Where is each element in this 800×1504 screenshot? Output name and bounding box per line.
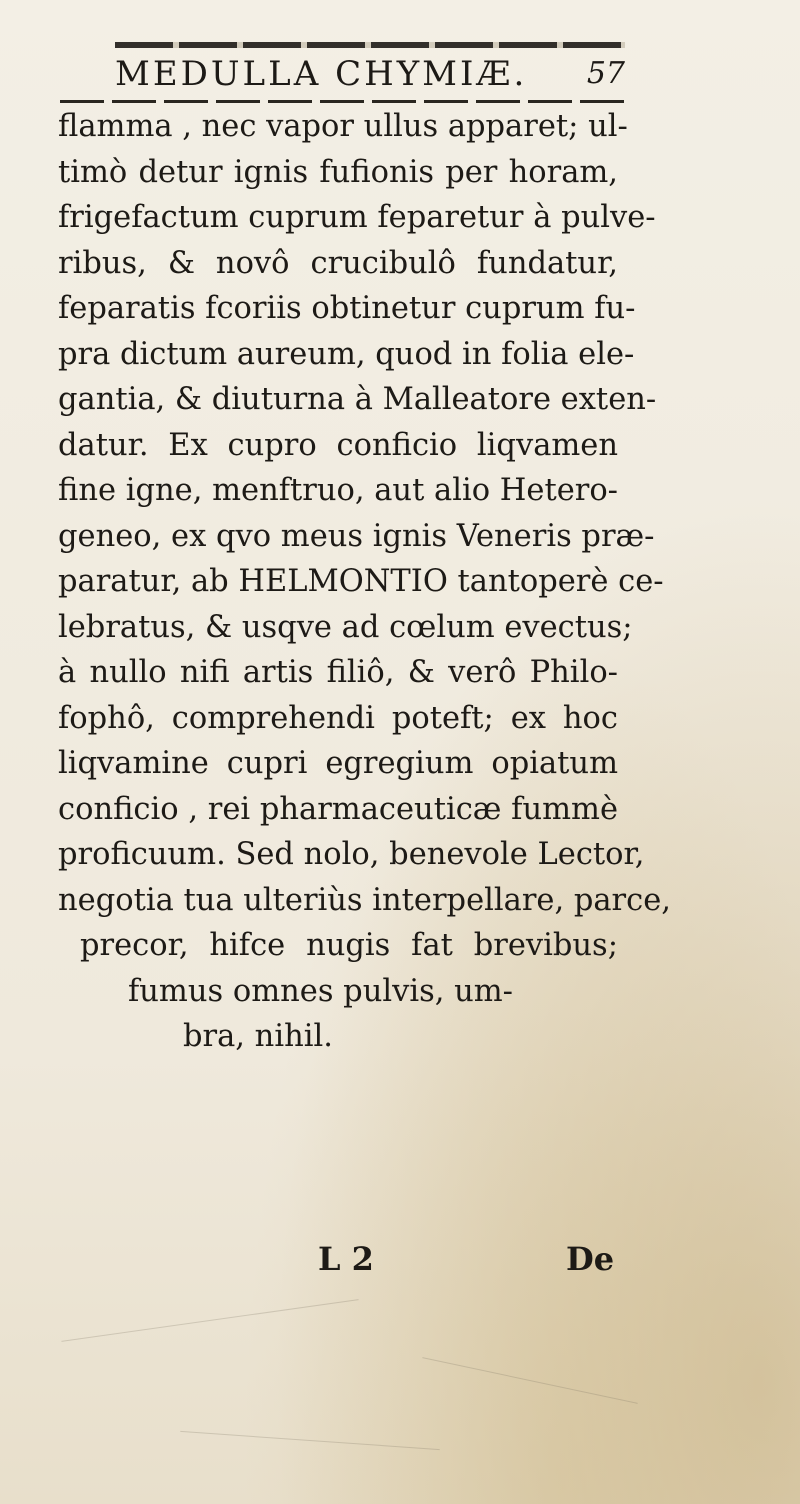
text-line: timò detur ignis fufionis per horam,: [58, 154, 618, 190]
text-line: flamma , nec vapor ullus apparet; ul-: [58, 109, 628, 144]
page-footer: [0, 1240, 800, 1280]
text-line: à nullo nifi artis filiô, & verô Philo-: [58, 655, 618, 690]
text-line: precor, hifce nugis fat brevibus;: [80, 928, 618, 963]
text-line: fophô, comprehendi poteft; ex hoc: [58, 700, 618, 736]
body-text: [58, 104, 671, 1060]
text-line: liqvamine cupri egregium opiatum: [58, 746, 618, 781]
text-line: ribus, & novô crucibulô fundatur,: [58, 245, 618, 281]
text-line: lebratus, & usqve ad cœlum evectus;: [58, 609, 633, 645]
text-line: proficuum. Sed nolo, benevole Lector,: [58, 837, 645, 872]
top-ornamental-rule: [115, 42, 625, 48]
show-through-mark: [422, 1357, 637, 1404]
text-line: paratur, ab HELMONTIO tantoperè ce-: [58, 564, 664, 599]
text-line: fine igne, menftruo, aut alio Hetero-: [58, 473, 618, 508]
text-line: conficio , rei pharmaceuticæ fummè: [58, 791, 618, 827]
text-line: frigefactum cuprum feparetur à pulve-: [58, 200, 656, 235]
text-line: negotia tua ulteriùs interpellare, parce,: [58, 882, 671, 918]
text-line: feparatis fcoriis obtinetur cuprum fu-: [58, 291, 636, 326]
text-line: bra, nihil.: [183, 1019, 333, 1054]
text-line: fumus omnes pulvis, um-: [128, 973, 513, 1009]
text-line: datur. Ex cupro conficio liqvamen: [58, 427, 618, 463]
text-line: gantia, & diuturna à Malleatore exten-: [58, 382, 657, 417]
signature-mark: L 2: [318, 1240, 374, 1278]
running-title: MEDULLA CHYMIÆ.: [115, 54, 528, 94]
show-through-mark: [180, 1431, 439, 1450]
header-rule: [60, 100, 625, 103]
running-head: [115, 54, 625, 100]
text-line: pra dictum aureum, quod in folia ele-: [58, 336, 635, 372]
show-through-mark: [61, 1299, 358, 1342]
page-number: 57: [586, 56, 625, 91]
catchword: De: [566, 1240, 615, 1278]
text-line: geneo, ex qvo meus ignis Veneris præ-: [58, 518, 655, 554]
